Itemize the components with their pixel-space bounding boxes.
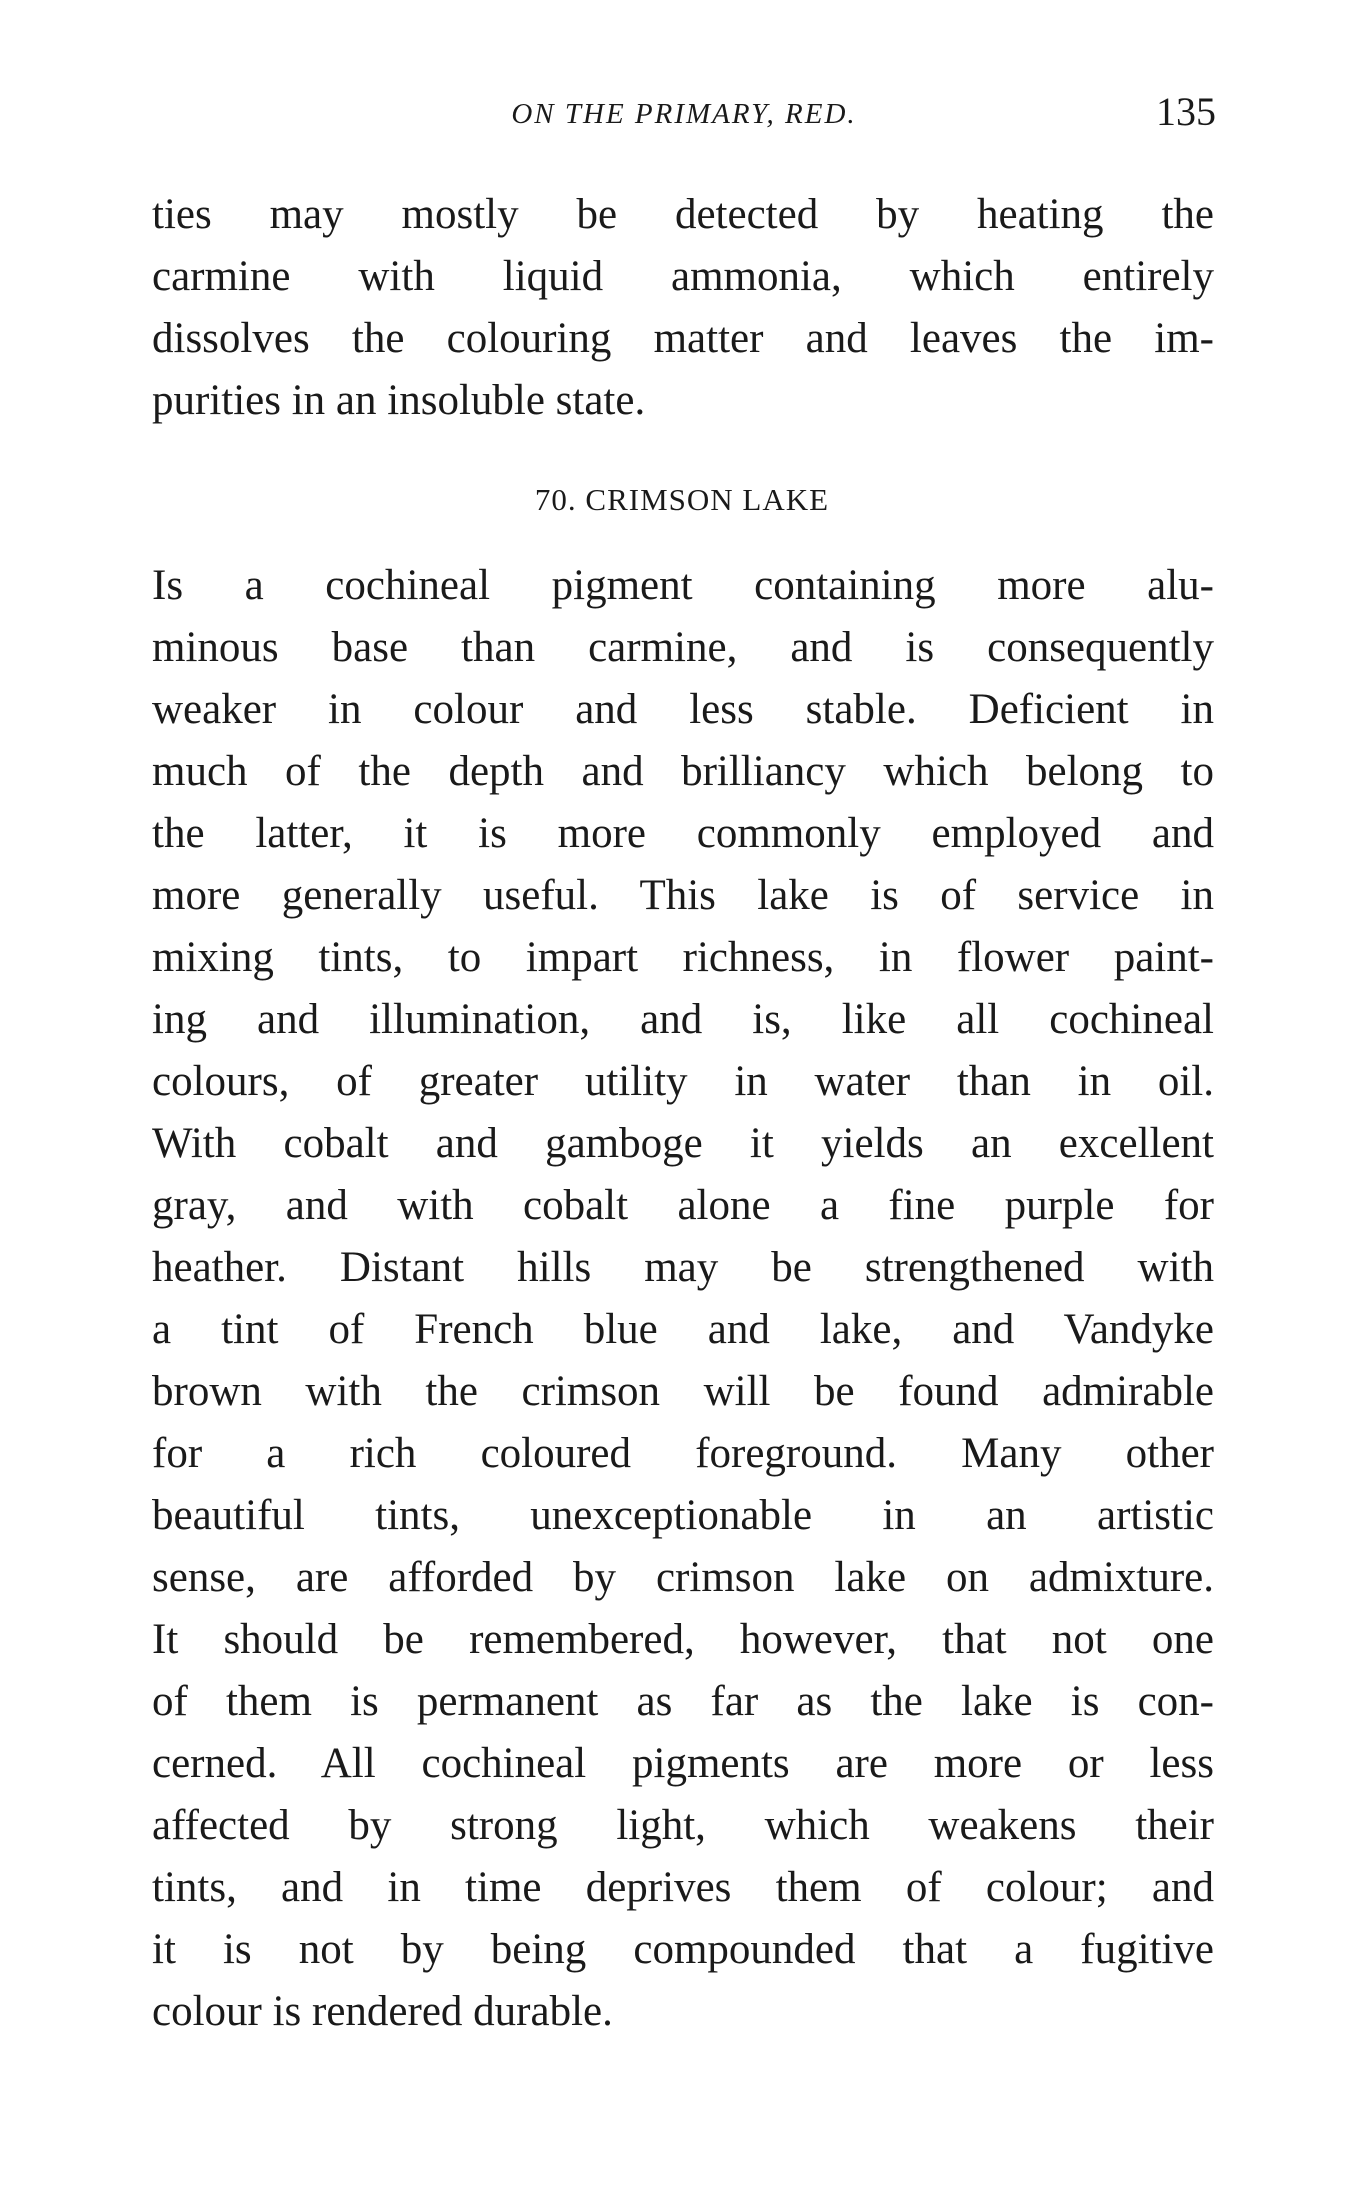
text-line: carmine with liquid ammonia, which entirely [152, 253, 1214, 300]
text-line: ing and illumination, and is, like all cochineal [152, 996, 1214, 1043]
text-line: beautiful tints, unexceptionable in an artistic [152, 1492, 1214, 1539]
page-number: 135 [1156, 89, 1216, 134]
text-line: for a rich coloured foreground. Many other [152, 1430, 1214, 1477]
text-line: it is not by being compounded that a fugitive [152, 1926, 1214, 1973]
text-line: ties may mostly be detected by heating the [152, 191, 1214, 238]
section-heading: 70. CRIMSON LAKE [534, 482, 830, 517]
text-line: the latter, it is more commonly employed and [152, 810, 1214, 857]
text-line: brown with the crimson will be found admirable [152, 1368, 1214, 1415]
text-line: dissolves the colouring matter and leaves the im- [152, 315, 1214, 362]
text-line: sense, are afforded by crimson lake on admixture. [152, 1554, 1214, 1601]
text-line: Is a cochineal pigment containing more alu- [152, 562, 1214, 609]
text-line: With cobalt and gamboge it yields an excellent [152, 1120, 1214, 1167]
text-line: It should be remembered, however, that not one [152, 1616, 1214, 1663]
text-line: gray, and with cobalt alone a fine purple for [152, 1182, 1214, 1229]
text-line: colours, of greater utility in water than in oil. [152, 1058, 1214, 1105]
text-line: of them is permanent as far as the lake is con- [152, 1678, 1214, 1725]
paragraph-2 [152, 555, 1214, 2043]
paragraph-1 [152, 184, 1214, 432]
text-line: more generally useful. This lake is of service in [152, 872, 1214, 919]
text-line: a tint of French blue and lake, and Vandyke [152, 1306, 1214, 1353]
text-line: weaker in colour and less stable. Deficient in [152, 686, 1214, 733]
text-line: minous base than carmine, and is consequently [152, 624, 1214, 671]
text-line: colour is rendered durable. [152, 1988, 613, 2035]
text-line: purities in an insoluble state. [152, 377, 646, 424]
text-line: mixing tints, to impart richness, in flower paint- [152, 934, 1214, 981]
text-line: heather. Distant hills may be strengthened with [152, 1244, 1214, 1291]
text-line: tints, and in time deprives them of colour; and [152, 1864, 1214, 1911]
text-line: affected by strong light, which weakens their [152, 1802, 1214, 1849]
running-head: ON THE PRIMARY, RED. [511, 98, 857, 130]
page-header [152, 88, 1216, 138]
text-line: much of the depth and brilliancy which belong to [152, 748, 1214, 795]
text-line: cerned. All cochineal pigments are more or less [152, 1740, 1214, 1787]
